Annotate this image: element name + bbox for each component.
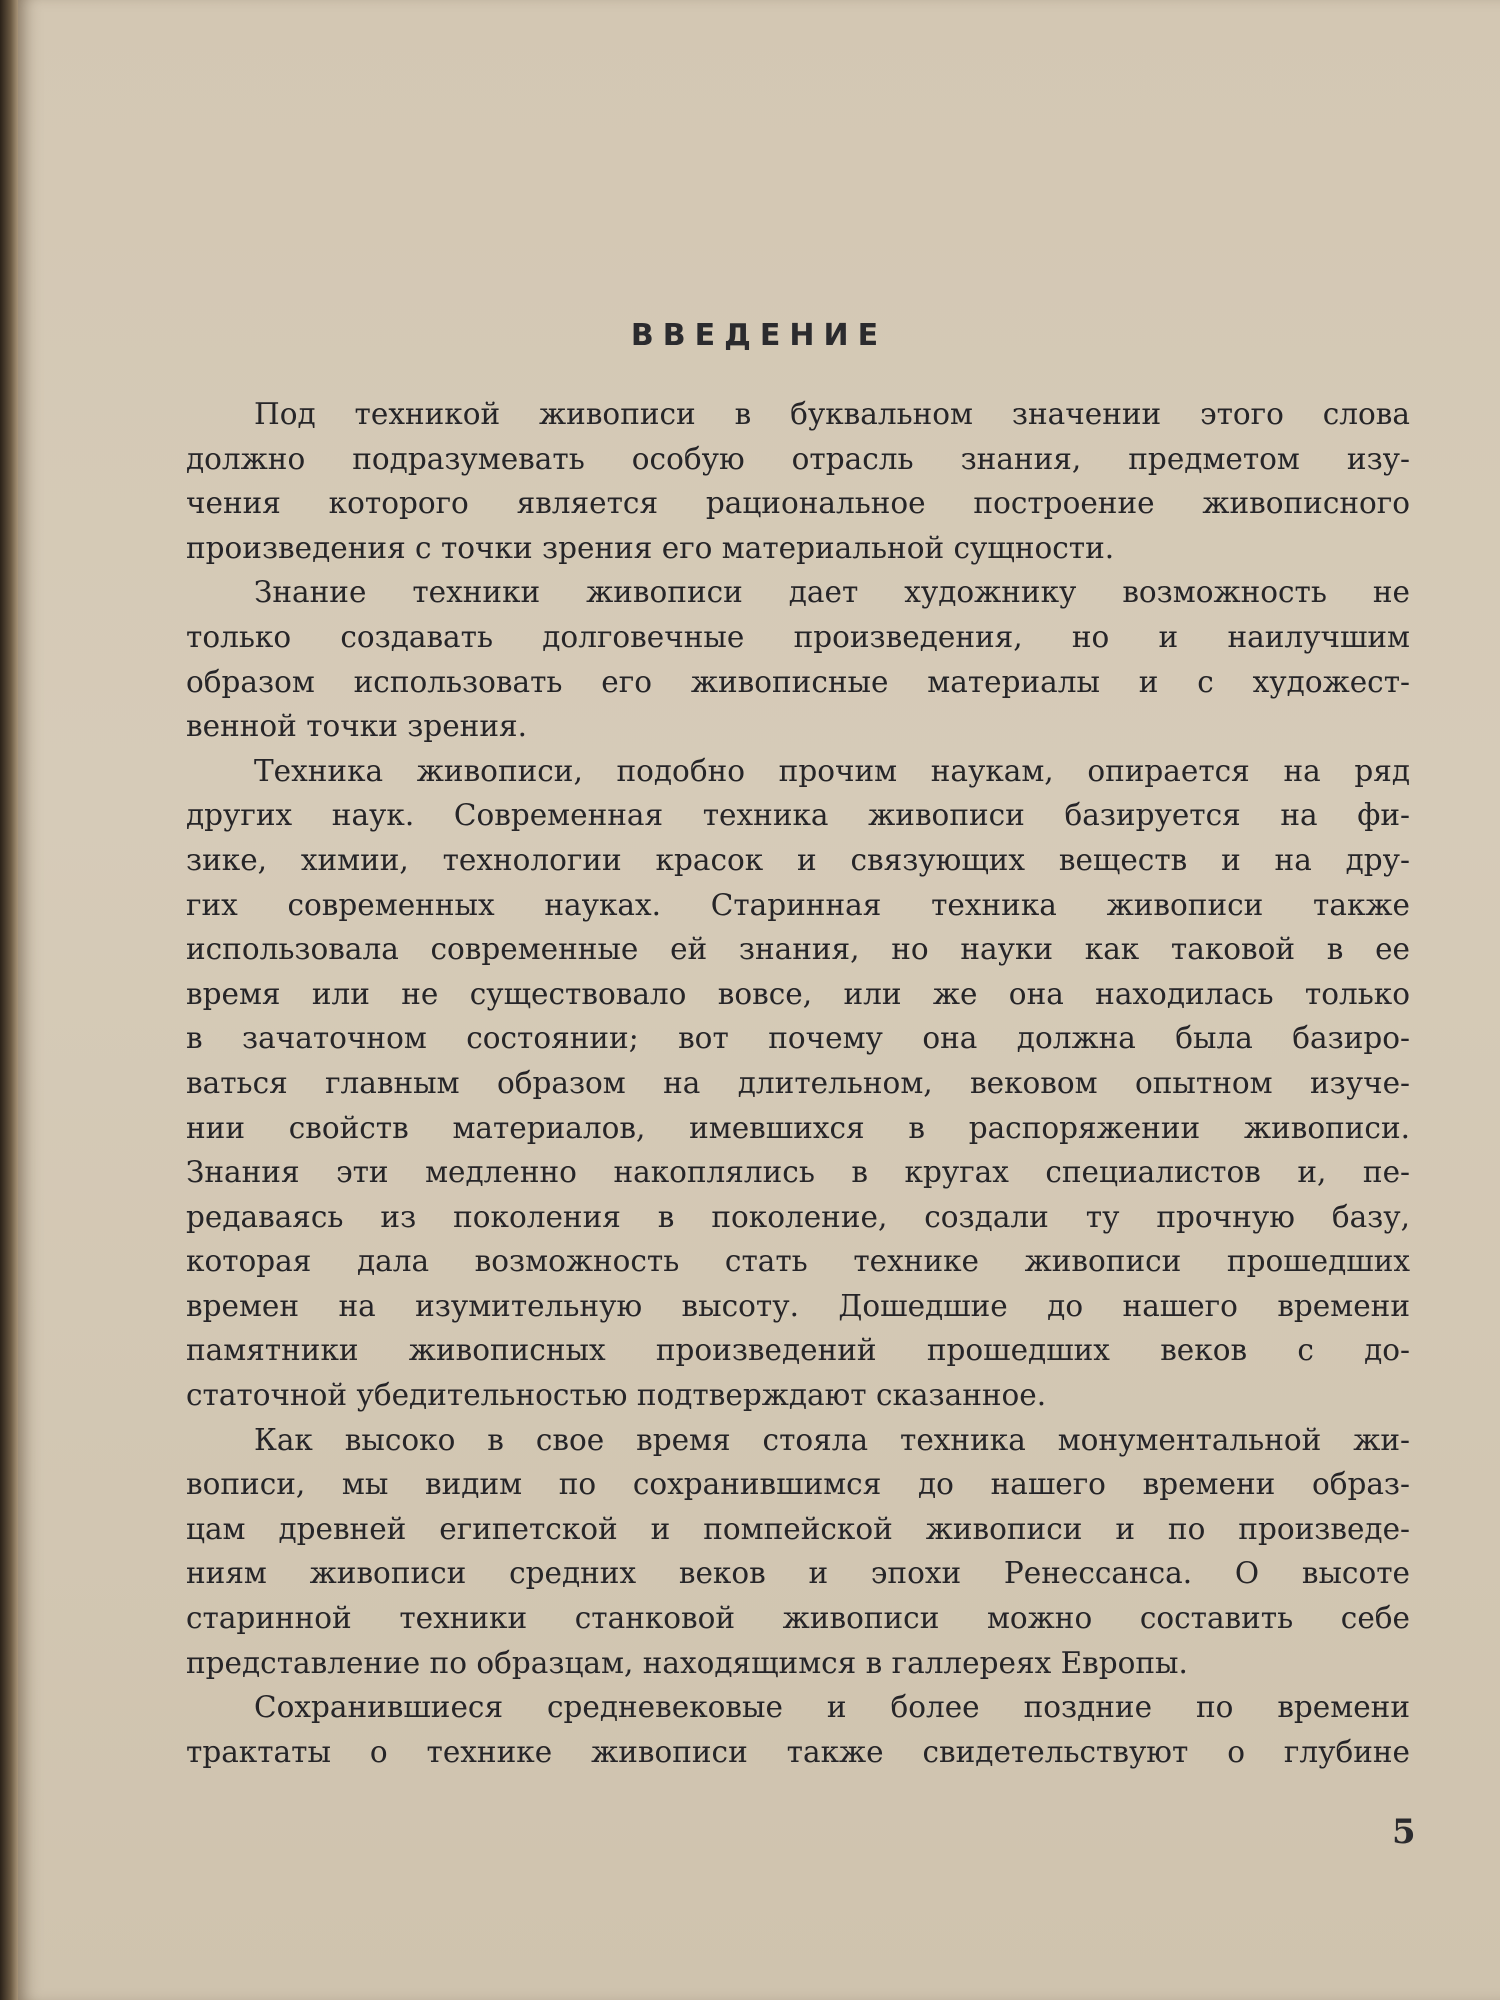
body-text bbox=[118, 392, 1410, 1774]
paragraph bbox=[118, 749, 1410, 1418]
text-line: Техника живописи, подобно прочим наукам, опирается на ряд bbox=[254, 753, 1410, 788]
text-line: Сохранившиеся средневековые и более поздние по времени bbox=[254, 1690, 1410, 1725]
text-line: Под техникой живописи в буквальном значении этого слова bbox=[254, 397, 1410, 431]
text-line: вописи, мы видим по сохранившимся до нашего времени образ- bbox=[186, 1467, 1410, 1502]
text-line: венной точки зрения. bbox=[186, 709, 527, 744]
text-line: статочной убедительностью подтверждают сказанное. bbox=[186, 1378, 1047, 1413]
text-line: редаваясь из поколения в поколение, создали ту прочную базу, bbox=[186, 1199, 1410, 1234]
chapter-heading: ВВЕДЕНИЕ bbox=[630, 318, 888, 353]
text-line: цам древней египетской и помпейской живописи и по произведе- bbox=[186, 1511, 1410, 1546]
text-line: трактаты о технике живописи также свидетельствуют о глубине bbox=[186, 1734, 1410, 1769]
text-line: ваться главным образом на длительном, вековом опытном изуче- bbox=[186, 1065, 1410, 1100]
text-line: других наук. Современная техника живописи базируется на фи- bbox=[186, 798, 1410, 833]
text-line: старинной техники станковой живописи можно составить себе bbox=[186, 1601, 1410, 1636]
text-line: должно подразумевать особую отрасль знания, предметом изу- bbox=[186, 441, 1410, 476]
paragraph bbox=[118, 392, 1410, 570]
paragraph bbox=[118, 570, 1410, 748]
text-line: в зачаточном состоянии; вот почему она должна была базиро- bbox=[186, 1021, 1410, 1056]
text-line: использовала современные ей знания, но науки как таковой в ее bbox=[186, 932, 1410, 967]
text-line: памятники живописных произведений прошедших веков с до- bbox=[186, 1333, 1410, 1368]
text-line: чения которого является рациональное построение живописного bbox=[186, 486, 1410, 521]
text-line: которая дала возможность стать технике живописи прошедших bbox=[186, 1244, 1410, 1279]
text-line: образом использовать его живописные материалы и с художест- bbox=[186, 664, 1410, 699]
text-line: Как высоко в свое время стояла техника монументальной жи- bbox=[254, 1422, 1410, 1457]
text-line: Знания эти медленно накоплялись в кругах специалистов и, пе- bbox=[186, 1155, 1410, 1190]
text-line: времен на изумительную высоту. Дошедшие до нашего времени bbox=[186, 1288, 1410, 1323]
paragraph bbox=[118, 1418, 1410, 1686]
text-line: нии свойств материалов, имевшихся в распоряжении живописи. bbox=[186, 1110, 1410, 1145]
text-line: гих современных науках. Старинная техника живописи также bbox=[186, 887, 1410, 922]
book-spine-shadow bbox=[0, 0, 18, 2000]
text-line: Знание техники живописи дает художнику возможность не bbox=[254, 575, 1410, 610]
text-line: произведения с точки зрения его материальной сущности. bbox=[186, 530, 1115, 565]
text-line: зике, химии, технологии красок и связующих веществ и на дру- bbox=[186, 842, 1410, 877]
text-line: только создавать долговечные произведения, но и наилучшим bbox=[186, 619, 1410, 654]
text-line: время или не существовало вовсе, или же она находилась только bbox=[186, 976, 1410, 1011]
page-number: 5 bbox=[1392, 1812, 1416, 1852]
text-line: ниям живописи средних веков и эпохи Ренессанса. О высоте bbox=[186, 1556, 1410, 1591]
paragraph bbox=[118, 1685, 1410, 1774]
book-page bbox=[18, 0, 1500, 2000]
text-line: представление по образцам, находящимся в галлереях Европы. bbox=[186, 1645, 1188, 1680]
